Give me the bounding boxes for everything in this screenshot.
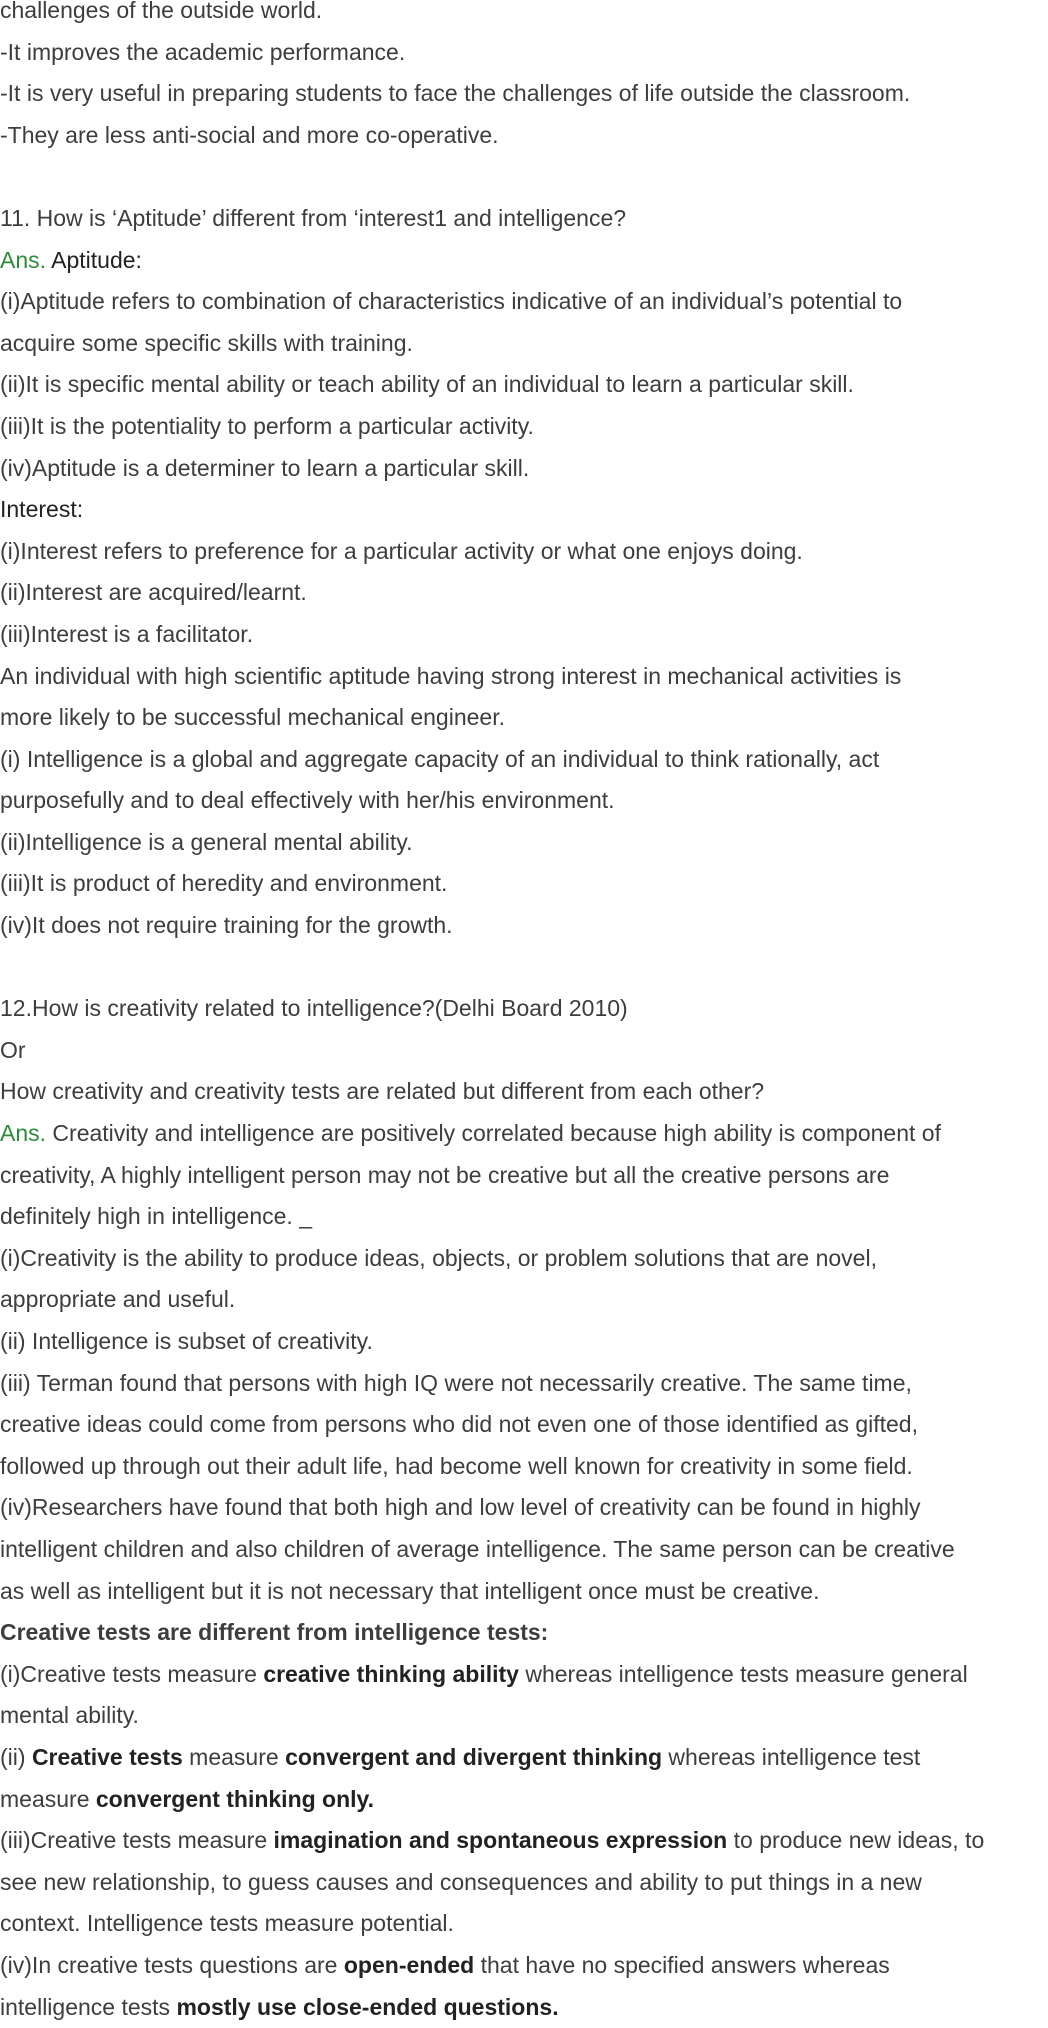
aptitude-line: (iii)It is the potentiality to perform a particular activity.	[0, 406, 1048, 448]
aptitude-line: (iv)Aptitude is a determiner to learn a particular skill.	[0, 448, 1048, 490]
answer-12-line: creative ideas could come from persons who did not even one of those identified as gifted,	[0, 1404, 1048, 1446]
answer-12-line: definitely high in intelligence. _	[0, 1196, 1048, 1238]
text: (iv)In creative tests questions are	[0, 1952, 344, 1978]
test-point-2	[0, 1737, 1048, 1779]
answer-12-line: (i)Creativity is the ability to produce ideas, objects, or problem solutions that are novel,	[0, 1238, 1048, 1280]
question-11: 11. How is ‘Aptitude’ different from ‘interest1 and intelligence?	[0, 198, 1048, 240]
spacer	[0, 947, 1048, 989]
text: measure	[0, 1786, 96, 1812]
test-point-3-cont: see new relationship, to guess causes and consequences and ability to put things in a new	[0, 1862, 1048, 1904]
interest-line: purposefully and to deal effectively with her/his environment.	[0, 780, 1048, 822]
intro-line: -It improves the academic performance.	[0, 32, 1048, 74]
text: (iii)Creative tests measure	[0, 1827, 274, 1853]
interest-line: (ii)Interest are acquired/learnt.	[0, 572, 1048, 614]
intro-line: -It is very useful in preparing students to face the challenges of life outside the classroom.	[0, 73, 1048, 115]
test-point-2-cont	[0, 1779, 1048, 1821]
interest-line: (iii)It is product of heredity and environment.	[0, 863, 1048, 905]
answer-12-line: followed up through out their adult life, had become well known for creativity in some field.	[0, 1446, 1048, 1488]
text: intelligence tests	[0, 1994, 176, 2020]
text: (ii)	[0, 1744, 32, 1770]
aptitude-line: (ii)It is specific mental ability or teach ability of an individual to learn a particular skill.	[0, 364, 1048, 406]
aptitude-line: acquire some specific skills with training.	[0, 323, 1048, 365]
question-12-or: Or	[0, 1030, 1048, 1072]
interest-line: (ii)Intelligence is a general mental ability.	[0, 822, 1048, 864]
intro-line: -They are less anti-social and more co-operative.	[0, 115, 1048, 157]
interest-line: (i) Intelligence is a global and aggregate capacity of an individual to think rationally, act	[0, 739, 1048, 781]
bold-text: creative thinking ability	[263, 1661, 519, 1687]
bold-text: open-ended	[344, 1952, 474, 1978]
question-12: 12.How is creativity related to intelligence?(Delhi Board 2010)	[0, 988, 1048, 1030]
answer-12-line: appropriate and useful.	[0, 1279, 1048, 1321]
answer-12-line: (iv)Researchers have found that both high and low level of creativity can be found in highly	[0, 1487, 1048, 1529]
test-point-1	[0, 1654, 1048, 1696]
answer-label: Ans.	[0, 247, 46, 273]
spacer	[0, 156, 1048, 198]
tests-heading: Creative tests are different from intelligence tests:	[0, 1612, 1048, 1654]
answer-12-line: as well as intelligent but it is not necessary that intelligent once must be creative.	[0, 1571, 1048, 1613]
answer-label: Ans.	[0, 1120, 46, 1146]
bold-text: mostly use close-ended questions.	[176, 1994, 558, 2020]
interest-line: (iv)It does not require training for the growth.	[0, 905, 1048, 947]
answer-12-first	[0, 1113, 1048, 1155]
aptitude-heading: Aptitude:	[51, 247, 142, 273]
interest-heading: Interest:	[0, 489, 1048, 531]
answer-text: Creativity and intelligence are positively correlated because high ability is component of	[46, 1120, 941, 1146]
text: (i)Creative tests measure	[0, 1661, 263, 1687]
interest-line: An individual with high scientific aptitude having strong interest in mechanical activities is	[0, 656, 1048, 698]
text: whereas intelligence tests measure general	[519, 1661, 968, 1687]
text: measure	[183, 1744, 285, 1770]
aptitude-line: (i)Aptitude refers to combination of characteristics indicative of an individual’s potential to	[0, 281, 1048, 323]
question-12-alt: How creativity and creativity tests are related but different from each other?	[0, 1071, 1048, 1113]
interest-line: more likely to be successful mechanical engineer.	[0, 697, 1048, 739]
answer-12-line: (ii) Intelligence is subset of creativity.	[0, 1321, 1048, 1363]
bold-text: convergent and divergent thinking	[285, 1744, 662, 1770]
test-point-1-cont: mental ability.	[0, 1695, 1048, 1737]
bold-text: Creative tests	[32, 1744, 183, 1770]
answer-12-line: intelligent children and also children of average intelligence. The same person can be creative	[0, 1529, 1048, 1571]
interest-line: (i)Interest refers to preference for a particular activity or what one enjoys doing.	[0, 531, 1048, 573]
bold-text: imagination and spontaneous expression	[274, 1827, 728, 1853]
intro-line: challenges of the outside world.	[0, 0, 1048, 32]
answer-11-heading	[0, 240, 1048, 282]
answer-12-line: creativity, A highly intelligent person may not be creative but all the creative persons are	[0, 1155, 1048, 1197]
test-point-3-cont: context. Intelligence tests measure potential.	[0, 1903, 1048, 1945]
bold-text: convergent thinking only.	[96, 1786, 374, 1812]
text: whereas intelligence test	[662, 1744, 920, 1770]
test-point-3	[0, 1820, 1048, 1862]
text: that have no specified answers whereas	[474, 1952, 890, 1978]
test-point-4	[0, 1945, 1048, 1987]
answer-12-line: (iii) Terman found that persons with high IQ were not necessarily creative. The same time,	[0, 1363, 1048, 1405]
interest-line: (iii)Interest is a facilitator.	[0, 614, 1048, 656]
text: to produce new ideas, to	[727, 1827, 984, 1853]
